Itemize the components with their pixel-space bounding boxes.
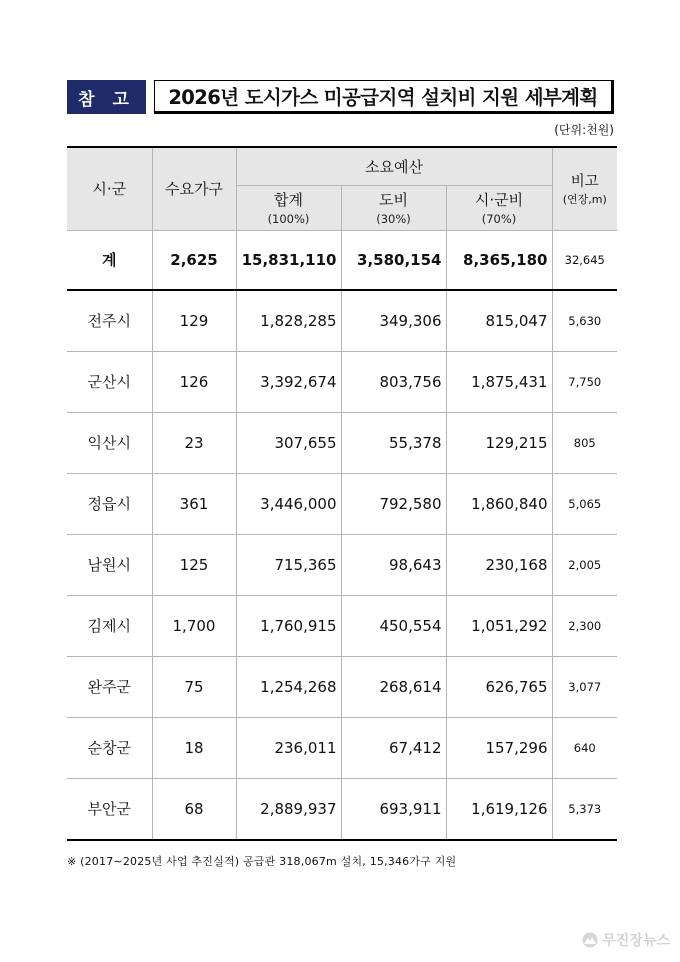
- header-city-pct: (70%): [481, 212, 517, 226]
- cell-province: 55,378: [341, 412, 446, 473]
- cell-note: 5,373: [552, 778, 617, 840]
- cell-region: 완주군: [67, 656, 152, 717]
- page-title: 2026년 도시가스 미공급지역 설치비 지원 세부계획: [154, 80, 614, 114]
- cell-province: 3,580,154: [341, 230, 446, 290]
- watermark-text: 무진장뉴스: [602, 933, 670, 949]
- cell-households: 361: [152, 473, 236, 534]
- cell-total: 3,446,000: [236, 473, 341, 534]
- cell-households: 68: [152, 778, 236, 840]
- total-row: [67, 230, 617, 290]
- cell-region: 부안군: [67, 778, 152, 840]
- cell-city: 815,047: [446, 290, 552, 352]
- table-row: [67, 351, 617, 412]
- cell-city: 157,296: [446, 717, 552, 778]
- cell-region: 순창군: [67, 717, 152, 778]
- header-province-pct: (30%): [376, 212, 411, 226]
- header-province-label: 도비: [379, 191, 408, 209]
- cell-note: 640: [552, 717, 617, 778]
- cell-note: 3,077: [552, 656, 617, 717]
- cell-city: 8,365,180: [446, 230, 552, 290]
- cell-province: 450,554: [341, 595, 446, 656]
- table-row: [67, 717, 617, 778]
- mountain-logo-icon: [582, 932, 598, 948]
- budget-table: [67, 146, 617, 841]
- cell-note: 2,300: [552, 595, 617, 656]
- header-note: [552, 147, 617, 230]
- cell-city: 230,168: [446, 534, 552, 595]
- cell-total: 3,392,674: [236, 351, 341, 412]
- table-row: [67, 473, 617, 534]
- cell-households: 126: [152, 351, 236, 412]
- header-households: 수요가구: [152, 147, 236, 230]
- cell-note: 805: [552, 412, 617, 473]
- cell-households: 23: [152, 412, 236, 473]
- watermark: [582, 930, 670, 950]
- cell-total: 307,655: [236, 412, 341, 473]
- cell-households: 1,700: [152, 595, 236, 656]
- cell-households: 2,625: [152, 230, 236, 290]
- cell-city: 1,875,431: [446, 351, 552, 412]
- table-row: [67, 595, 617, 656]
- cell-city: 1,051,292: [446, 595, 552, 656]
- cell-city: 626,765: [446, 656, 552, 717]
- cell-province: 803,756: [341, 351, 446, 412]
- cell-city: 1,619,126: [446, 778, 552, 840]
- header-total: [236, 185, 341, 230]
- cell-province: 268,614: [341, 656, 446, 717]
- cell-province: 67,412: [341, 717, 446, 778]
- header-region: 시·군: [67, 147, 152, 230]
- cell-total: 715,365: [236, 534, 341, 595]
- cell-region: 김제시: [67, 595, 152, 656]
- reference-badge: 참 고: [67, 80, 146, 114]
- cell-total: 15,831,110: [236, 230, 341, 290]
- cell-note: 7,750: [552, 351, 617, 412]
- cell-total: 236,011: [236, 717, 341, 778]
- header-total-label: 합계: [274, 191, 303, 209]
- cell-region: 군산시: [67, 351, 152, 412]
- footnote: ※ (2017∼2025년 사업 추진실적) 공급관 318,067m 설치, 15,346가구 지원: [67, 855, 457, 868]
- cell-note: 32,645: [552, 230, 617, 290]
- header-province: [341, 185, 446, 230]
- cell-households: 18: [152, 717, 236, 778]
- table-row: [67, 656, 617, 717]
- cell-total: 1,828,285: [236, 290, 341, 352]
- table-row: [67, 534, 617, 595]
- cell-region: 정읍시: [67, 473, 152, 534]
- header-note-sub: (연장,m): [562, 193, 607, 207]
- header-city: [446, 185, 552, 230]
- cell-region: 남원시: [67, 534, 152, 595]
- header-city-label: 시·군비: [474, 191, 524, 209]
- cell-city: 1,860,840: [446, 473, 552, 534]
- cell-note: 5,065: [552, 473, 617, 534]
- cell-total: 2,889,937: [236, 778, 341, 840]
- cell-households: 129: [152, 290, 236, 352]
- cell-region: 전주시: [67, 290, 152, 352]
- header-total-pct: (100%): [267, 212, 310, 226]
- cell-city: 129,215: [446, 412, 552, 473]
- unit-label: (단위:천원): [554, 123, 614, 137]
- cell-region: 익산시: [67, 412, 152, 473]
- cell-province: 792,580: [341, 473, 446, 534]
- header-budget: 소요예산: [236, 147, 552, 185]
- table-row: [67, 290, 617, 352]
- cell-households: 75: [152, 656, 236, 717]
- table-row: [67, 778, 617, 840]
- cell-households: 125: [152, 534, 236, 595]
- cell-region: 계: [67, 230, 152, 290]
- cell-total: 1,760,915: [236, 595, 341, 656]
- cell-total: 1,254,268: [236, 656, 341, 717]
- cell-note: 2,005: [552, 534, 617, 595]
- cell-province: 98,643: [341, 534, 446, 595]
- header-note-label: 비고: [570, 174, 599, 191]
- cell-note: 5,630: [552, 290, 617, 352]
- cell-province: 349,306: [341, 290, 446, 352]
- table-row: [67, 412, 617, 473]
- cell-province: 693,911: [341, 778, 446, 840]
